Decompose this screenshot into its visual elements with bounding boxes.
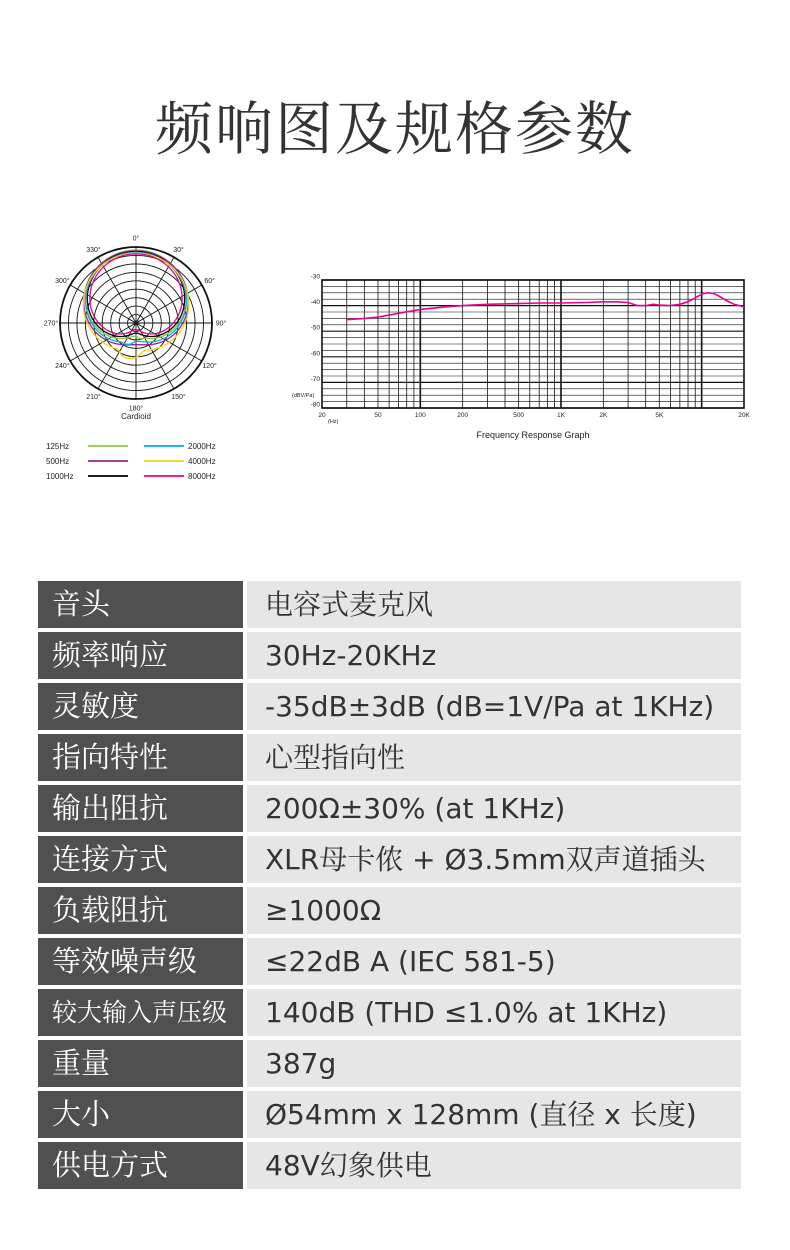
- freq-x-tick-label: 500: [513, 412, 525, 419]
- spec-value: XLR母卡侬 + Ø3.5mm双声道插头: [247, 836, 741, 883]
- freq-x-tick-label: 200: [457, 412, 469, 419]
- polar-angle-label: 240°: [55, 363, 70, 370]
- polar-angle-label: 150°: [171, 394, 186, 402]
- spec-key: 频率响应: [38, 632, 243, 679]
- polar-angle-label: 270°: [43, 320, 59, 328]
- polar-caption: Cardioid: [121, 412, 151, 421]
- legend-label-8000Hz: 8000Hz: [188, 472, 216, 481]
- spec-key: 供电方式: [38, 1142, 243, 1189]
- frequency-chart-title: Frequency Response Graph: [476, 430, 590, 440]
- freq-x-tick-label: 2K: [599, 412, 608, 419]
- polar-angle-label: 0°: [132, 235, 140, 243]
- spec-value: 200Ω±30% (at 1KHz): [247, 785, 741, 832]
- spec-row: [38, 887, 741, 934]
- polar-angle-label: 120°: [202, 363, 217, 370]
- polar-angle-label: 300°: [55, 278, 70, 285]
- freq-y-tick-label: -60: [310, 350, 320, 358]
- legend-label-1000Hz: 1000Hz: [46, 472, 74, 481]
- freq-y-tick-label: -70: [310, 375, 320, 383]
- spec-key: 输出阻抗: [38, 785, 243, 832]
- legend-label-125Hz: 125Hz: [46, 442, 70, 451]
- legend-label-4000Hz: 4000Hz: [188, 457, 216, 466]
- spec-key: 指向特性: [38, 734, 243, 781]
- spec-row: [38, 734, 741, 781]
- spec-row: [38, 1142, 741, 1189]
- frequency-y-tick-labels: [311, 274, 321, 409]
- polar-angle-label: 90°: [215, 320, 227, 328]
- freq-y-tick-label: -30: [310, 273, 320, 281]
- spec-value: 电容式麦克风: [247, 581, 741, 628]
- spec-row: [38, 1091, 741, 1138]
- legend-label-2000Hz: 2000Hz: [188, 442, 216, 451]
- freq-x-tick-label: 20K: [738, 412, 750, 419]
- spec-row: [38, 581, 741, 628]
- spec-row: [38, 683, 741, 730]
- spec-row: [38, 785, 741, 832]
- spec-value: 140dB (THD ≤1.0% at 1KHz): [247, 989, 741, 1036]
- spec-key: 连接方式: [38, 836, 243, 883]
- frequency-grid: [322, 280, 744, 408]
- polar-center-label: dB: [132, 321, 140, 327]
- spec-value: -35dB±3dB (dB=1V/Pa at 1KHz): [247, 683, 741, 730]
- freq-y-tick-label: -40: [310, 299, 320, 307]
- frequency-y-unit: (dBV/Pa): [292, 393, 315, 400]
- frequency-x-unit: (Hz): [328, 419, 339, 425]
- polar-pattern-chart: [30, 232, 250, 492]
- polar-angle-label: 210°: [86, 394, 101, 402]
- freq-x-tick-label: 20: [318, 412, 326, 419]
- frequency-x-tick-labels: [318, 412, 750, 419]
- page-title: 频响图及规格参数: [154, 95, 635, 163]
- spec-key: 重量: [38, 1040, 243, 1087]
- spec-key: 负载阻抗: [38, 887, 243, 934]
- spec-key: 音头: [38, 581, 243, 628]
- spec-row: [38, 836, 741, 883]
- polar-angle-label: 330°: [86, 246, 101, 254]
- freq-y-tick-label: -50: [310, 324, 320, 332]
- spec-value: 48V幻象供电: [247, 1142, 741, 1189]
- spec-value: 30Hz-20KHz: [247, 632, 741, 679]
- freq-x-tick-label: 5K: [655, 412, 664, 419]
- spec-value: Ø54mm x 128mm (直径 x 长度): [247, 1091, 741, 1138]
- spec-table: [38, 581, 741, 1193]
- freq-x-tick-label: 1K: [557, 412, 565, 419]
- frequency-response-chart: [280, 270, 760, 450]
- spec-value: 心型指向性: [247, 734, 741, 781]
- spec-key: 较大输入声压级: [38, 989, 243, 1036]
- freq-x-tick-label: 50: [374, 412, 382, 419]
- spec-row: [38, 938, 741, 985]
- spec-key: 灵敏度: [38, 683, 243, 730]
- spec-row: [38, 1040, 741, 1087]
- spec-value: ≥1000Ω: [247, 887, 741, 934]
- spec-key: 等效噪声级: [38, 938, 243, 985]
- spec-row: [38, 989, 741, 1036]
- polar-legend: [46, 442, 216, 481]
- legend-label-500Hz: 500Hz: [46, 457, 70, 466]
- spec-value: ≤22dB A (IEC 581-5): [247, 938, 741, 985]
- spec-row: [38, 632, 741, 679]
- freq-y-tick-label: -80: [310, 401, 320, 409]
- polar-angle-label: 180°: [128, 405, 144, 413]
- spec-key: 大小: [38, 1091, 243, 1138]
- polar-angle-label: 60°: [204, 278, 215, 285]
- polar-angle-label: 30°: [173, 246, 184, 254]
- freq-x-tick-label: 100: [414, 412, 426, 419]
- spec-value: 387g: [247, 1040, 741, 1087]
